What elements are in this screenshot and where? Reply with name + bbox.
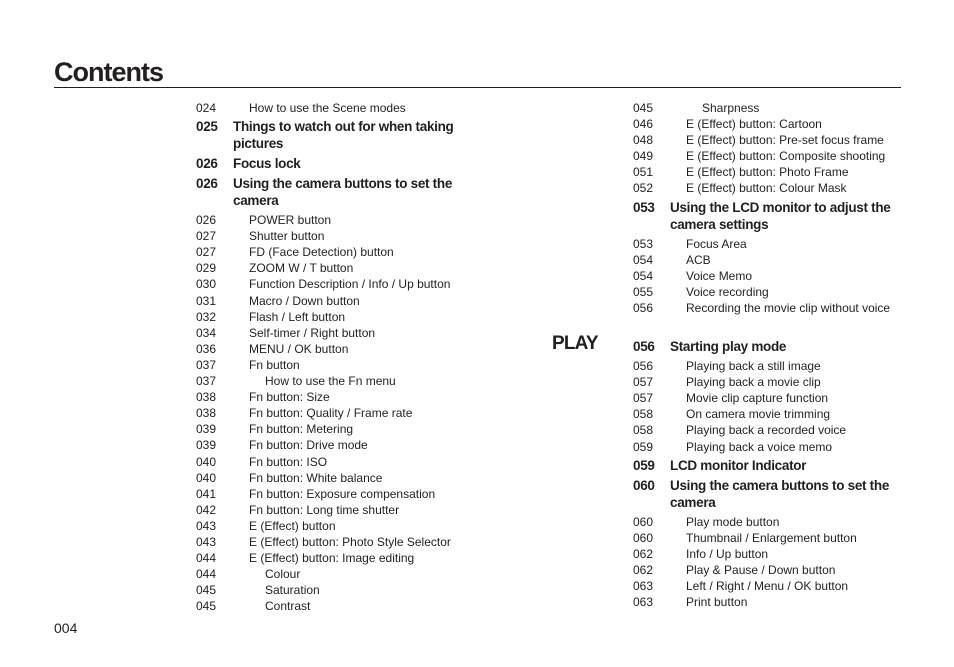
toc-entry [196, 276, 496, 292]
toc-page-number: 043 [196, 534, 217, 549]
toc-page-number: 063 [633, 595, 654, 610]
toc-page-number: 042 [196, 502, 217, 517]
toc-entry [196, 421, 496, 437]
toc-page-number: 056 [633, 339, 655, 355]
toc-entry [196, 486, 496, 502]
toc-page-number: 026 [196, 156, 218, 172]
toc-page-number: 062 [633, 562, 654, 577]
toc-page-number: 037 [196, 357, 217, 372]
toc-page-number: 024 [196, 101, 217, 115]
toc-entry-title: Playing back a recorded voice [686, 423, 847, 438]
toc-entry-title: Recording the movie clip without voice [686, 300, 891, 315]
toc-page-number: 056 [633, 359, 654, 374]
toc-page-number: 039 [196, 438, 217, 453]
toc-entry-title: Fn button: Long time shutter [249, 502, 400, 517]
toc-entry-title: Left / Right / Menu / OK button [686, 578, 849, 593]
toc-right-top-list [633, 100, 933, 316]
toc-entry-title: Using the LCD monitor to adjust the camera settings [670, 199, 891, 232]
toc-entry-title: E (Effect) button: Photo Style Selector [249, 534, 451, 549]
toc-entry [633, 546, 933, 562]
toc-entry-title: E (Effect) button: Colour Mask [686, 181, 847, 196]
toc-entry-title: E (Effect) button: Image editing [249, 551, 415, 566]
toc-entry-title: E (Effect) button: Pre-set focus frame [686, 133, 884, 148]
toc-page-number: 053 [633, 236, 654, 251]
toc-page-number: 049 [633, 149, 654, 164]
toc-page-number: 029 [196, 261, 217, 276]
toc-entry [633, 284, 933, 300]
toc-entry [633, 439, 933, 455]
toc-entry-title: ACB [686, 252, 711, 267]
toc-page-number: 054 [633, 268, 654, 283]
toc-heading-entry [196, 118, 496, 152]
toc-entry [633, 300, 933, 316]
toc-entry-title: E (Effect) button [249, 518, 336, 533]
toc-page-number: 045 [196, 599, 217, 614]
toc-page-number: 041 [196, 486, 217, 501]
toc-entry-title: Starting play mode [670, 339, 787, 355]
toc-entry-title: On camera movie trimming [686, 407, 831, 422]
toc-entry-title: Movie clip capture function [686, 391, 829, 406]
toc-heading-entry [196, 175, 496, 209]
toc-play-list [633, 338, 933, 610]
toc-entry-title: Fn button: Exposure compensation [249, 486, 436, 501]
toc-entry [633, 594, 933, 610]
toc-right-column [633, 100, 933, 610]
toc-page-number: 063 [633, 578, 654, 593]
section-label-play: PLAY [552, 333, 598, 354]
toc-entry-title: Playing back a movie clip [686, 375, 821, 390]
toc-page-number: 040 [196, 470, 217, 485]
toc-page-number: 044 [196, 551, 217, 566]
toc-entry-title: Info / Up button [686, 546, 769, 561]
toc-entry-title: Voice Memo [686, 268, 753, 283]
toc-page-number: 060 [633, 514, 654, 529]
toc-entry [633, 100, 933, 116]
toc-entry-title: Macro / Down button [249, 293, 360, 308]
toc-entry-title: FD (Face Detection) button [249, 245, 394, 260]
toc-entry [196, 389, 496, 405]
toc-page-number: 038 [196, 390, 217, 405]
toc-page-number: 040 [196, 454, 217, 469]
toc-entry [196, 100, 496, 116]
toc-entry-title: Using the camera buttons to set the camera [233, 176, 453, 209]
toc-entry-title: Contrast [265, 599, 311, 614]
title-divider [54, 87, 901, 88]
toc-entry [196, 244, 496, 260]
toc-heading-entry [633, 457, 933, 474]
page-number: 004 [54, 620, 78, 636]
toc-entry [196, 454, 496, 470]
toc-entry [196, 566, 496, 582]
toc-entry-title: MENU / OK button [249, 341, 349, 356]
toc-page-number: 026 [196, 176, 218, 192]
toc-entry-title: Play & Pause / Down button [686, 562, 836, 577]
toc-entry [196, 228, 496, 244]
toc-entry-title: Flash / Left button [249, 309, 346, 324]
toc-page-number: 031 [196, 293, 217, 308]
toc-entry [633, 132, 933, 148]
section-gap [633, 316, 933, 336]
toc-entry [196, 502, 496, 518]
toc-entry-title: Print button [686, 595, 748, 610]
toc-entry-title: E (Effect) button: Composite shooting [686, 149, 886, 164]
toc-entry-title: Things to watch out for when taking pictures [233, 119, 454, 152]
toc-entry [196, 405, 496, 421]
toc-page-number: 060 [633, 530, 654, 545]
toc-entry-title: Saturation [265, 583, 320, 598]
toc-entry-title: Fn button: Drive mode [249, 438, 368, 453]
toc-entry-title: Fn button: ISO [249, 454, 328, 469]
page-title: Contents [54, 57, 163, 87]
toc-entry-title: How to use the Fn menu [265, 374, 396, 389]
toc-entry [196, 212, 496, 228]
toc-entry-title: Fn button: Size [249, 390, 330, 405]
toc-entry [633, 578, 933, 594]
toc-entry-title: E (Effect) button: Photo Frame [686, 165, 849, 180]
toc-entry [196, 470, 496, 486]
toc-heading-entry [633, 199, 933, 233]
toc-entry [196, 598, 496, 614]
toc-page-number: 025 [196, 119, 218, 135]
toc-page-number: 046 [633, 117, 654, 132]
toc-entry-title: Fn button [249, 357, 300, 372]
toc-entry [633, 374, 933, 390]
toc-page-number: 056 [633, 300, 654, 315]
toc-entry [196, 550, 496, 566]
toc-entry-title: ZOOM W / T button [249, 261, 354, 276]
toc-page-number: 058 [633, 407, 654, 422]
toc-page-number: 034 [196, 325, 217, 340]
toc-entry-title: Focus lock [233, 156, 301, 172]
toc-entry [196, 373, 496, 389]
toc-entry [633, 252, 933, 268]
toc-heading-entry [633, 338, 933, 355]
toc-entry [633, 406, 933, 422]
toc-entry [196, 309, 496, 325]
toc-page-number: 036 [196, 341, 217, 356]
toc-page-number: 032 [196, 309, 217, 324]
toc-entry-title: Fn button: Metering [249, 422, 354, 437]
toc-page-number: 059 [633, 457, 655, 473]
toc-page-number: 062 [633, 546, 654, 561]
toc-entry-title: Sharpness [702, 101, 760, 115]
toc-entry-title: Colour [265, 567, 301, 582]
toc-page-number: 053 [633, 199, 655, 215]
toc-page-number: 030 [196, 277, 217, 292]
toc-entry-title: Fn button: White balance [249, 470, 383, 485]
toc-page-number: 054 [633, 252, 654, 267]
toc-entry [633, 268, 933, 284]
toc-page-number: 027 [196, 245, 217, 260]
toc-page-number: 057 [633, 375, 654, 390]
toc-page-number: 052 [633, 181, 654, 196]
toc-entry [633, 530, 933, 546]
toc-entry-title: LCD monitor Indicator [670, 457, 807, 473]
toc-entry [633, 390, 933, 406]
toc-entry [633, 164, 933, 180]
toc-page-number: 057 [633, 391, 654, 406]
toc-entry [196, 582, 496, 598]
toc-page-number: 038 [196, 406, 217, 421]
toc-entry-title: Playing back a still image [686, 359, 821, 374]
toc-entry-title: How to use the Scene modes [249, 101, 406, 115]
toc-entry-title: E (Effect) button: Cartoon [686, 117, 822, 132]
toc-page-number: 027 [196, 229, 217, 244]
toc-entry [633, 358, 933, 374]
toc-entry-title: Fn button: Quality / Frame rate [249, 406, 413, 421]
toc-entry-title: Voice recording [686, 284, 769, 299]
toc-page-number: 045 [196, 583, 217, 598]
toc-heading-entry [196, 155, 496, 172]
toc-page-number: 043 [196, 518, 217, 533]
toc-page-number: 037 [196, 374, 217, 389]
toc-entry [196, 341, 496, 357]
toc-page-number: 055 [633, 284, 654, 299]
toc-entry [196, 357, 496, 373]
toc-page-number: 044 [196, 567, 217, 582]
toc-entry [633, 514, 933, 530]
toc-heading-entry [633, 477, 933, 511]
toc-entry-title: Thumbnail / Enlargement button [686, 530, 857, 545]
toc-entry [633, 236, 933, 252]
toc-entry [633, 148, 933, 164]
toc-entry-title: Shutter button [249, 229, 325, 244]
toc-entry [196, 293, 496, 309]
toc-entry [196, 260, 496, 276]
toc-entry [633, 422, 933, 438]
toc-entry [633, 116, 933, 132]
toc-page-number: 051 [633, 165, 654, 180]
toc-entry [196, 325, 496, 341]
toc-page-number: 039 [196, 422, 217, 437]
toc-page-number: 045 [633, 101, 654, 115]
toc-left-column [196, 100, 496, 614]
toc-entry-title: Playing back a voice memo [686, 439, 833, 454]
toc-entry-title: Focus Area [686, 236, 747, 251]
toc-page-number: 059 [633, 439, 654, 454]
toc-page-number: 058 [633, 423, 654, 438]
toc-entry-title: Self-timer / Right button [249, 325, 376, 340]
toc-entry [633, 562, 933, 578]
toc-entry [196, 437, 496, 453]
toc-entry [196, 518, 496, 534]
toc-entry-title: POWER button [249, 213, 332, 228]
toc-entry [196, 534, 496, 550]
toc-page-number: 026 [196, 213, 217, 228]
toc-entry [633, 180, 933, 196]
toc-page-number: 060 [633, 477, 655, 493]
toc-entry-title: Play mode button [686, 514, 780, 529]
toc-entry-title: Function Description / Info / Up button [249, 277, 451, 292]
toc-entry-title: Using the camera buttons to set the camera [670, 477, 890, 510]
toc-page-number: 048 [633, 133, 654, 148]
